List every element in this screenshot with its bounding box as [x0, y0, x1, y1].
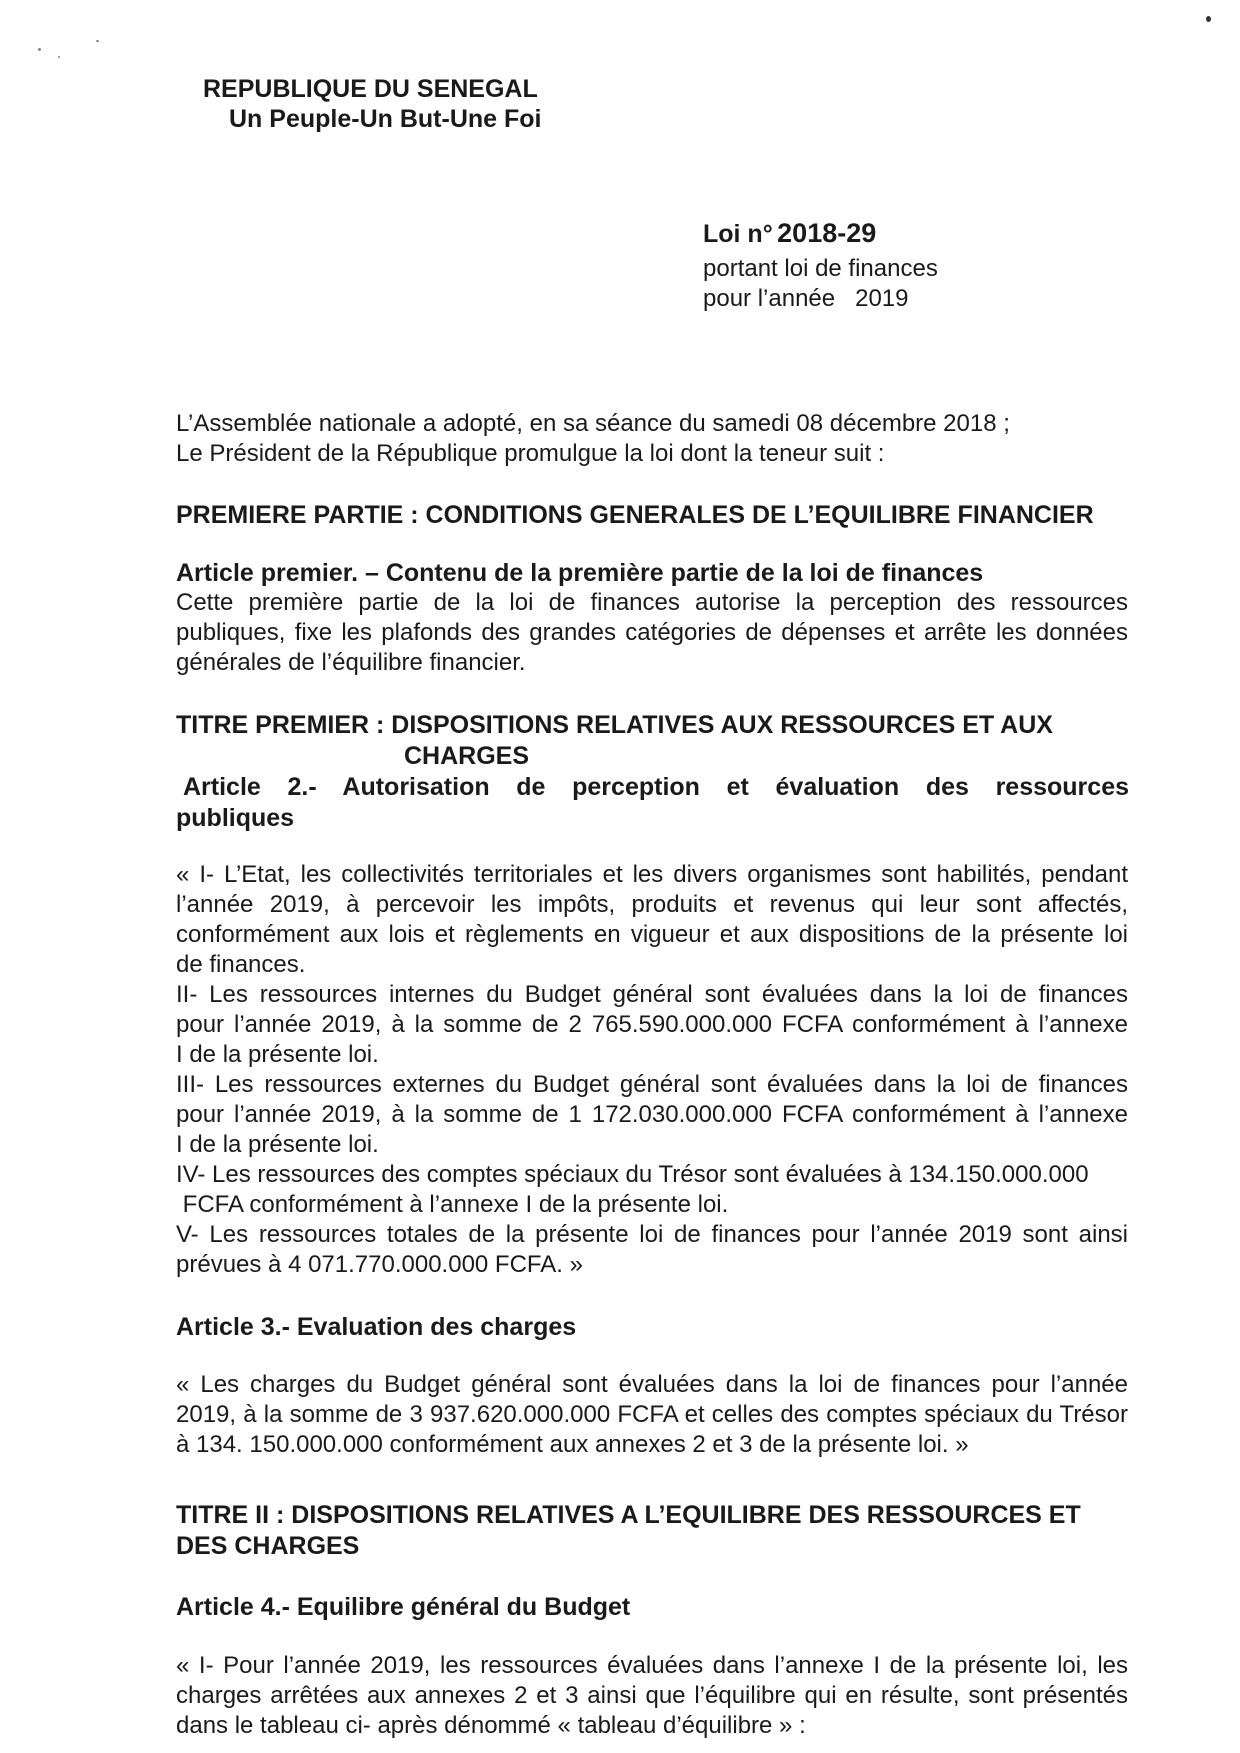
- text-line: dans le tableau ci- après dénommé « tableau d’équilibre » :: [176, 1712, 806, 1739]
- part1-heading: PREMIERE PARTIE : CONDITIONS GENERALES DE L’EQUILIBRE FINANCIER: [176, 501, 1094, 529]
- text-line: publiques, fixe les plafonds des grandes catégories de dépenses et arrête les données: [176, 619, 1128, 646]
- law-subtitle-line2: pour l’année 2019: [703, 285, 909, 312]
- text-line: « I- L’Etat, les collectivités territoriales et les divers organismes sont habilités, pendant: [176, 861, 1128, 888]
- article2-body: [176, 860, 1128, 1280]
- titre1-heading-line1: TITRE PREMIER : DISPOSITIONS RELATIVES AUX RESSOURCES ET AUX: [176, 711, 1053, 739]
- text-line: I de la présente loi.: [176, 1131, 379, 1158]
- text-line: charges arrêtées aux annexes 2 et 3 ainsi que l’équilibre qui en résulte, sont présentés: [176, 1682, 1128, 1709]
- text-line: pour l’année 2019, à la somme de 2 765.590.000.000 FCFA conformément à l’annexe: [176, 1011, 1128, 1038]
- titre1-heading-line2: CHARGES: [404, 742, 530, 770]
- law-number-prefix: Loi n°: [703, 220, 773, 248]
- text-line: FCFA conformément à l’annexe I de la présente loi.: [176, 1191, 729, 1218]
- preamble-line2: Le Président de la République promulgue la loi dont la teneur suit :: [176, 440, 885, 467]
- article2-title-line2: publiques: [176, 804, 295, 832]
- national-motto: Un Peuple-Un But-Une Foi: [229, 105, 542, 133]
- titre2-heading-line1: TITRE II : DISPOSITIONS RELATIVES A L’EQUILIBRE DES RESSOURCES ET: [176, 1501, 1081, 1529]
- article2-title-line1: Article 2.- Autorisation de perception et évaluation des ressources: [183, 773, 1129, 801]
- titre2-heading-line2: DES CHARGES: [176, 1532, 360, 1560]
- text-line: l’année 2019, à percevoir les impôts, produits et revenus qui leur sont affectés,: [176, 891, 1128, 918]
- law-number: [703, 218, 876, 249]
- scan-speck: [58, 56, 60, 58]
- text-line: II- Les ressources internes du Budget général sont évaluées dans la loi de finances: [176, 981, 1128, 1008]
- law-number-value: 2018-29: [777, 218, 877, 248]
- text-line: de finances.: [176, 951, 306, 978]
- text-line: « I- Pour l’année 2019, les ressources évaluées dans l’annexe I de la présente loi, les: [176, 1652, 1128, 1679]
- text-line: conformément aux lois et règlements en vigueur et aux dispositions de la présente loi: [176, 921, 1128, 948]
- article3-body: [176, 1370, 1128, 1460]
- text-line: pour l’année 2019, à la somme de 1 172.030.000.000 FCFA conformément à l’annexe: [176, 1101, 1128, 1128]
- scan-speck: [38, 48, 41, 51]
- text-line: V- Les ressources totales de la présente loi de finances pour l’année 2019 sont ainsi: [176, 1221, 1128, 1248]
- text-line: 2019, à la somme de 3 937.620.000.000 FCFA et celles des comptes spéciaux du Trésor: [176, 1401, 1128, 1428]
- article1-title: Article premier. – Contenu de la première partie de la loi de finances: [176, 559, 984, 587]
- text-line: « Les charges du Budget général sont évaluées dans la loi de finances pour l’année: [176, 1371, 1128, 1398]
- article3-title: Article 3.- Evaluation des charges: [176, 1313, 577, 1341]
- text-line: IV- Les ressources des comptes spéciaux du Trésor sont évaluées à 134.150.000.000: [176, 1161, 1089, 1188]
- article1-body: [176, 588, 1128, 678]
- scan-speck: [96, 40, 99, 42]
- article4-title: Article 4.- Equilibre général du Budget: [176, 1593, 631, 1621]
- scan-speck: [1206, 16, 1211, 22]
- text-line: I de la présente loi.: [176, 1041, 379, 1068]
- text-line: générales de l’équilibre financier.: [176, 649, 526, 676]
- text-line: prévues à 4 071.770.000.000 FCFA. »: [176, 1251, 583, 1278]
- text-line: à 134. 150.000.000 conformément aux annexes 2 et 3 de la présente loi. »: [176, 1431, 969, 1458]
- country-heading: REPUBLIQUE DU SENEGAL: [203, 75, 538, 103]
- text-line: Cette première partie de la loi de finances autorise la perception des ressources: [176, 589, 1128, 616]
- article4-body: [176, 1651, 1128, 1741]
- preamble-line1: L’Assemblée nationale a adopté, en sa séance du samedi 08 décembre 2018 ;: [176, 410, 1010, 437]
- text-line: III- Les ressources externes du Budget général sont évaluées dans la loi de finances: [176, 1071, 1128, 1098]
- law-subtitle-line1: portant loi de finances: [703, 255, 938, 282]
